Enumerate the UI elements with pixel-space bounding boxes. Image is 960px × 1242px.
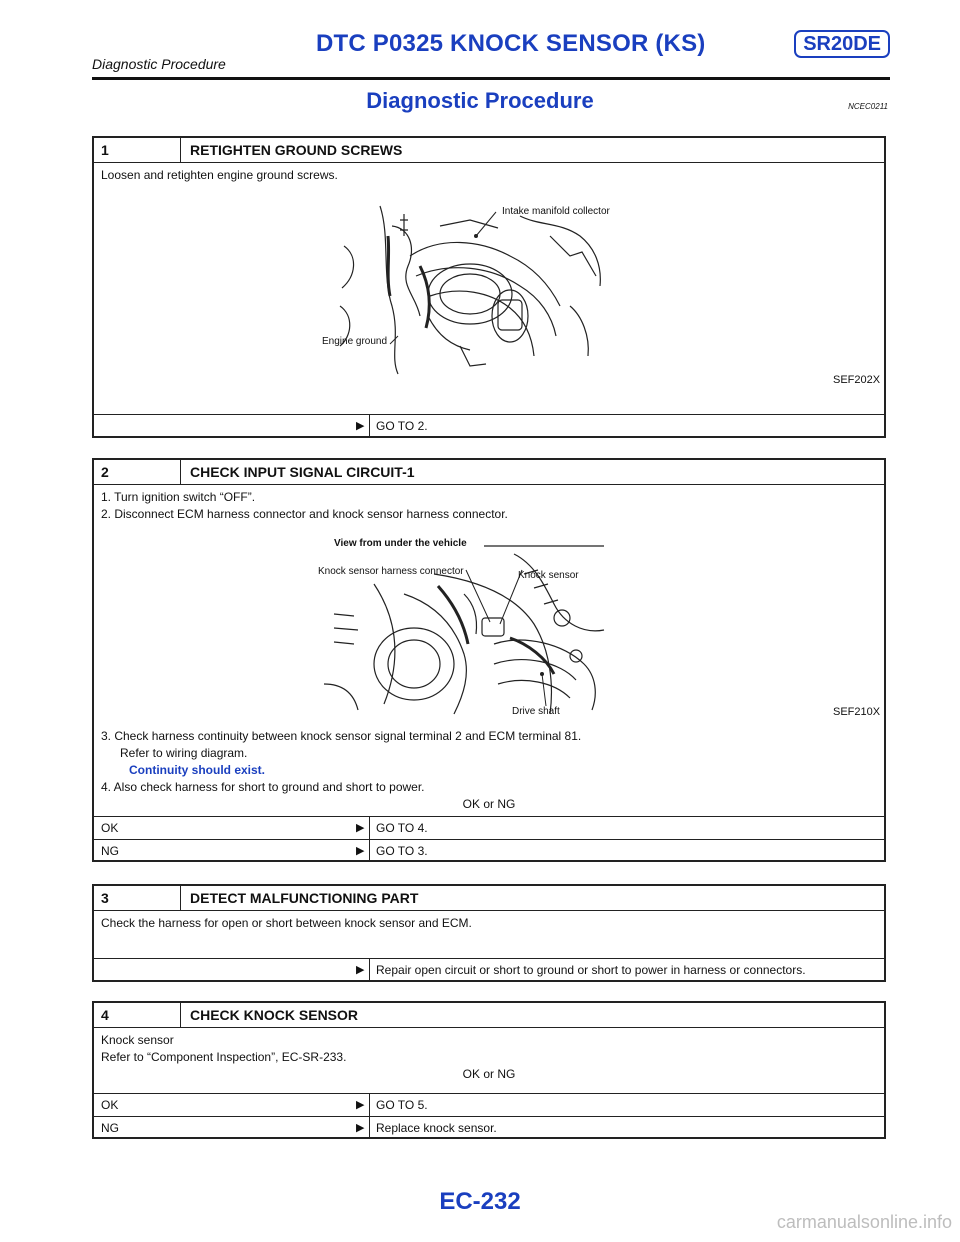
- result-row-ng: [94, 839, 884, 862]
- step-4-body: [94, 1028, 884, 1083]
- arrow-right-icon: ▶: [356, 845, 365, 857]
- result-row-ng: [94, 1116, 884, 1139]
- result-action: GO TO 4.: [376, 821, 428, 835]
- step-number: 3: [101, 890, 109, 906]
- divider: [369, 840, 370, 862]
- figure-code: SEF202X: [833, 374, 881, 386]
- divider: [369, 959, 370, 981]
- step-number: 2: [101, 464, 109, 480]
- label-knock-sensor-harness-connector: Knock sensor harness connector: [318, 566, 464, 577]
- result-label: OK: [101, 1098, 119, 1112]
- knock-sensor-illustration: [314, 534, 614, 718]
- divider: [369, 415, 370, 437]
- engine-ground-illustration: [320, 196, 620, 376]
- arrow-right-icon: ▶: [356, 964, 365, 976]
- result-action: GO TO 2.: [376, 419, 428, 433]
- label-engine-ground: Engine ground: [322, 336, 388, 347]
- result-label: NG: [101, 1121, 119, 1135]
- step-line: Knock sensor: [101, 1033, 174, 1047]
- step-3-body: [94, 911, 884, 932]
- result-row-ok: [94, 1093, 884, 1116]
- result-action: GO TO 3.: [376, 844, 428, 858]
- header-rule: [92, 77, 890, 80]
- step-line: 2. Disconnect ECM harness connector and knock sensor harness connector.: [101, 507, 508, 521]
- label-view-from-under-vehicle: View from under the vehicle: [334, 538, 467, 549]
- step-line: Loosen and retighten engine ground screws.: [101, 168, 338, 182]
- divider: [180, 460, 181, 484]
- result-label: NG: [101, 844, 119, 858]
- step-number: 4: [101, 1007, 109, 1023]
- header-subtitle: Diagnostic Procedure: [92, 56, 226, 72]
- knock-sensor-drawing: [314, 534, 614, 718]
- arrow-right-icon: ▶: [356, 420, 365, 432]
- spec-text: Continuity should exist.: [129, 763, 266, 777]
- divider: [180, 138, 181, 162]
- divider: [369, 1117, 370, 1139]
- label-drive-shaft: Drive shaft: [512, 706, 560, 717]
- result-action: Replace knock sensor.: [376, 1121, 497, 1135]
- result-row-ok: [94, 816, 884, 839]
- step-line: Refer to wiring diagram.: [120, 746, 248, 760]
- step-title: RETIGHTEN GROUND SCREWS: [190, 142, 403, 158]
- engine-illustration: [320, 196, 620, 376]
- divider: [369, 817, 370, 839]
- result-row: [94, 414, 884, 437]
- step-4-header: [94, 1003, 884, 1028]
- step-title: CHECK INPUT SIGNAL CIRCUIT-1: [190, 464, 415, 480]
- label-knock-sensor: Knock sensor: [518, 570, 579, 581]
- step-3-box: [92, 884, 886, 982]
- step-line: 1. Turn ignition switch “OFF”.: [101, 490, 256, 504]
- step-2-header: [94, 460, 884, 485]
- step-3-header: [94, 886, 884, 911]
- label-intake-manifold-collector: Intake manifold collector: [502, 206, 610, 217]
- arrow-right-icon: ▶: [356, 1099, 365, 1111]
- step-1-box: [92, 136, 886, 438]
- step-2-box: [92, 458, 886, 862]
- section-heading: Diagnostic Procedure: [366, 88, 594, 113]
- ok-or-ng: OK or NG: [462, 1067, 516, 1081]
- step-title: CHECK KNOCK SENSOR: [190, 1007, 359, 1023]
- step-1-body: [94, 163, 884, 184]
- divider: [369, 1094, 370, 1116]
- step-2-body: [94, 485, 884, 523]
- step-1-header: [94, 138, 884, 163]
- arrow-right-icon: ▶: [356, 1122, 365, 1134]
- step-line: 3. Check harness continuity between knock sensor signal terminal 2 and ECM terminal 81.: [101, 729, 582, 743]
- step-title: DETECT MALFUNCTIONING PART: [190, 890, 419, 906]
- step-number: 1: [101, 142, 109, 158]
- figure-code: SEF210X: [833, 706, 881, 718]
- step-line: 4. Also check harness for short to ground and short to power.: [101, 780, 425, 794]
- ok-or-ng: OK or NG: [462, 797, 516, 811]
- divider: [180, 886, 181, 910]
- step-4-box: [92, 1001, 886, 1139]
- section-code: NCEC0211: [848, 102, 888, 111]
- step-line: Refer to “Component Inspection”, EC-SR-233.: [101, 1050, 347, 1064]
- arrow-right-icon: ▶: [356, 822, 365, 834]
- step-line: Check the harness for open or short between knock sensor and ECM.: [101, 916, 472, 930]
- header-title: DTC P0325 KNOCK SENSOR (KS): [316, 30, 706, 57]
- result-action: Repair open circuit or short to ground or short to power in harness or connectors.: [376, 963, 806, 977]
- result-label: OK: [101, 821, 119, 835]
- page-number: EC-232: [439, 1188, 521, 1215]
- result-action: GO TO 5.: [376, 1098, 428, 1112]
- step-2-body-continued: [94, 724, 884, 813]
- watermark: carmanualsonline.info: [776, 1212, 952, 1232]
- divider: [180, 1003, 181, 1027]
- result-row: [94, 958, 884, 981]
- engine-tag: SR20DE: [794, 30, 890, 58]
